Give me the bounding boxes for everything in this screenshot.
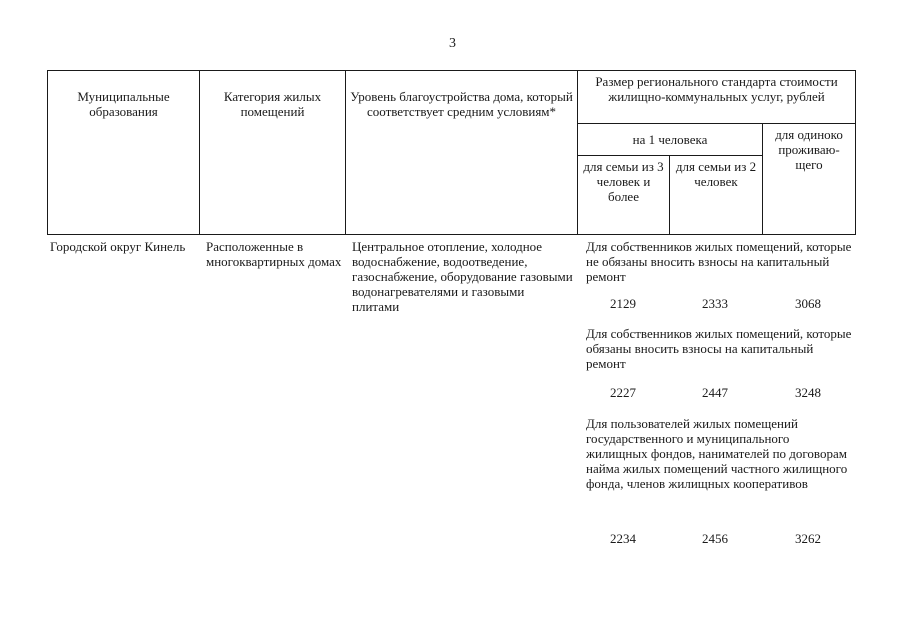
value-single: 3248: [795, 385, 821, 400]
group-3-label: Для пользователей жилых помещений государственного и муниципального жилищных фондов, нанимателей по договорам найма жилых помещений частного жилищного фонда, членов жилищных кооперативов: [586, 416, 848, 491]
value-family2: 2333: [702, 296, 728, 311]
header-per-person: на 1 человека: [578, 124, 763, 156]
value-family2: 2447: [702, 385, 728, 400]
header-table: [47, 70, 856, 235]
group-2-values: [0, 385, 905, 401]
value-family3: 2227: [610, 385, 636, 400]
value-single: 3262: [795, 531, 821, 546]
cell-municipality: Городской округ Кинель: [50, 239, 186, 254]
header-category: Категория жилых помещений: [200, 71, 346, 235]
header-level: [346, 71, 578, 235]
header-level-line1: Уровень благоустройства дома, который: [350, 89, 573, 104]
group-1-values: [0, 296, 905, 312]
value-family2: 2456: [702, 531, 728, 546]
cell-category: Расположенные в многоквартирных домах: [206, 239, 342, 269]
header-level-line2: соответствует средним условиям*: [366, 104, 557, 119]
page-number: 3: [449, 36, 456, 51]
header-family-3: для семьи из 3 человек и более: [578, 156, 670, 235]
cell-level: Центральное отопление, холодное водоснабжение, водоотведение, газоснабжение, оборудование газовыми водонагревателями и газовыми плитами: [352, 239, 573, 314]
header-single: для одиноко проживаю-щего: [763, 124, 856, 235]
group-1-label: Для собственников жилых помещений, которые не обязаны вносить взносы на капитальный ремонт: [586, 239, 852, 284]
group-2-label: Для собственников жилых помещений, которые обязаны вносить взносы на капитальный ремонт: [586, 326, 852, 371]
value-single: 3068: [795, 296, 821, 311]
value-family3: 2234: [610, 531, 636, 546]
group-3-values: [0, 531, 905, 547]
value-family3: 2129: [610, 296, 636, 311]
header-municipality: Муниципальные образования: [48, 71, 200, 235]
header-standard-size: Размер регионального стандарта стоимости жилищно-коммунальных услуг, рублей: [578, 71, 856, 124]
header-family-2: для семьи из 2 человек: [670, 156, 763, 235]
